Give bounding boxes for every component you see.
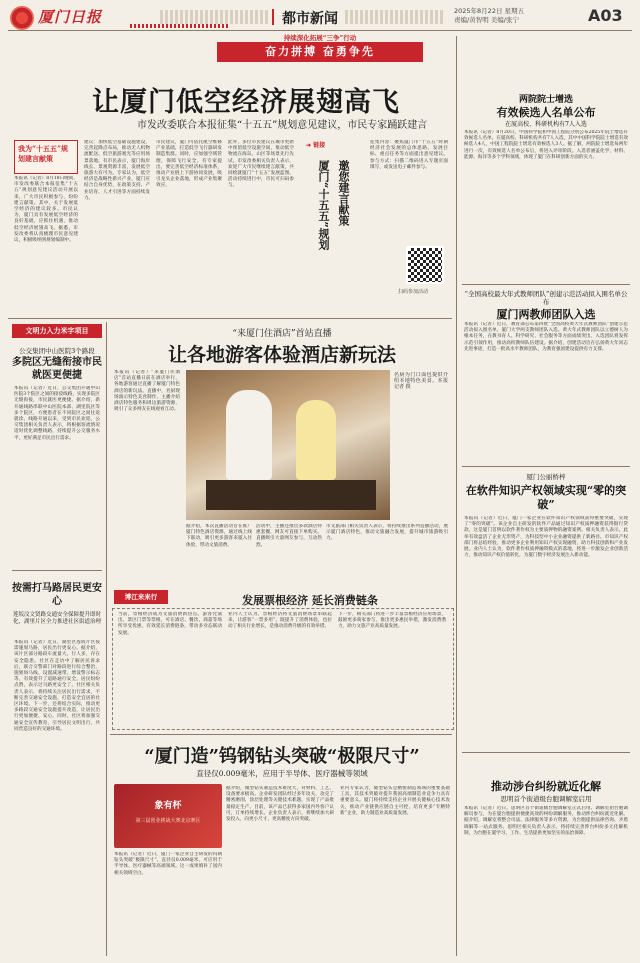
- side-link-text: 链接: [313, 142, 326, 149]
- left-divider: [12, 570, 102, 571]
- lead-headline: 让厦门低空经济展翅高飞: [92, 87, 400, 118]
- host-figure: [296, 400, 336, 480]
- right-story3-title: 在软件知识产权领域实现“零的突破”: [465, 484, 627, 511]
- lead-body-col3: 市民建议，厦门可依托航空维修产业基础，打造低空飞行器研发制造集群。同时，应加强空域管理，保障飞行安全。有专家提出，要完善低空经济标准体系，推动产业链上下游协同发展，吸引龙头企业落地，形成产业集聚效应。: [156, 140, 222, 189]
- newspaper-logo-icon: [10, 6, 34, 30]
- inner-body-col3: 下一步，相关部门将进一步丰富票根经济应用场景，鼓励更多商家参与，推出更多惠民举措，激发消费潜力，助力文旅产业高质量发展。: [338, 612, 446, 630]
- feature-body-col1: 本报讯（记者）“来厦门住酒店”首站直播日前在酒店举行，各地游客通过直播了解厦门特色酒店的新玩法。直播中，名厨现场演示特色美食制作，主播介绍酒店特色服务和周边旅游资源，吸引了众多网友在线观看互动。: [114, 370, 180, 413]
- side-tag-body: 征集内容：聚焦厦门市“十五五”时期经济社会发展的总体思路、发展目标、重点任务等方面提出意见建议。参与方式：扫描二维码进入专题页面填写，或发送电子邮件参与。: [370, 140, 448, 170]
- inner-body-col2: 业内人士认为，票根经济将文旅消费场景串联起来，让游客“一票多用”，既提升了消费体验，也拉动了相关行业增长，是推动消费升级的有效举措。: [228, 612, 332, 630]
- issue-date: 2025年8月22日 星期五: [454, 7, 525, 15]
- left-story2-title: 按需打马路居民更安心: [12, 583, 102, 607]
- right-divider-3: [462, 752, 630, 753]
- feature-kicker: “来厦门住酒店”首站直播: [232, 329, 332, 339]
- section-title: 都市新闻: [282, 11, 338, 27]
- lead-body-col4: 此外，多位市民建议在城市更新中预留低空设施空间，推动低空物流在海岛、山区等场景先行先试。市发改委相关负责人表示，欢迎广大市民继续建言献策，共同绘就厦门“十五五”发展蓝图。活动持续进行中，市民可扫码参与。: [228, 140, 294, 189]
- lead-bottom-rule: [8, 318, 452, 319]
- inset-graphic: [114, 784, 222, 848]
- left-story1-body: 本报讯（记者）近日，公交集团开通中山医院3个院区之间的接驳线路，实现多院区无缝衔接，市民就医更便捷。据介绍，新开通线路串联中山医院本部、湖里院区等多个院区，方便患者在不同院区之间往返就诊。线路开通以来，受到市民欢迎。公交集团相关负责人表示，将根据客流情况适时优化调整线路，持续提升公交服务水平，更好满足市民出行需求。: [14, 386, 100, 441]
- date-line: [454, 7, 524, 25]
- side-tag-title: 邀您建言献策: [337, 160, 350, 226]
- right-story2-kicker: “全国高校最大年式教师团队”创建示范活动拟入围名单公布: [464, 290, 628, 306]
- lead-body-col1: 本报讯（记者）8月18日晚间，市发改委联合本报征集“十五五”规划意见建议活动开展以来，广大市民积极参与，纷纷建言献策。其中，关于发展低空经济的建议较多。市民认为，厦门具有发展低空经济的良好基础，应抓住机遇，推动低空经济展翅高飞。据悉，市发改委将认真梳理市民意见建议，积极吸纳到规划编制中。: [14, 176, 78, 244]
- inner-body-col1: 当前，票根经济成为文旅消费新热点。游客凭演出、景区门票等票根，可在酒店、餐饮、商超等场所享受优惠，有效延长消费链条，带动多业态联动发展。: [118, 612, 222, 636]
- bottom-subheadline: 直径仅0.009毫米，应用于半导体、医疗器械等领域: [196, 769, 368, 778]
- feature-body-col2: 据介绍，本次直播活动旨在推广厦门特色酒店资源，通过线上线下联动，吸引更多游客来厦入住体验，带动文旅消费。: [186, 524, 252, 548]
- lead-subheadline: 市发改委联合本报征集“十五五”规划意见建议，市民专家踊跃建言: [137, 120, 428, 131]
- lead-body-col2: 建议：加快低空基础设施建设，完善起降点布局，推动无人机物流配送、低空旅游观光等应用场景落地。有市民表示，厦门海岸线长、景观资源丰富，发展低空旅游大有可为。专家认为，低空经济是战略性新兴产业，厦门应结合自身优势，在政策支持、产业培育、人才引进等方面持续发力。: [84, 140, 150, 201]
- bottom-body-col3: 业内专家认为，微型钻头是精密制造领域的重要基础工具，其技术突破对提升我国高端制造业竞争力具有重要意义。厦门将持续支持企业开展关键核心技术攻关，推动产业链供应链自主可控，培育更多“专精特新”企业，助力制造业高质量发展。: [340, 786, 450, 816]
- right-story1-sub: 在厦高校、科研机构有7人入选: [505, 121, 587, 128]
- side-tag-subtitle: 厦门“十五五”规划: [317, 160, 330, 250]
- inset-text: 第三届创业挑战大赛北京赛区: [135, 818, 201, 824]
- bottom-body-col1: 本报讯（记者）近日，厦门一家企业自主研发的钨钢钻头突破“极限尺寸”，直径仅0.009毫米，可应用于半导体、医疗器械等高端领域。这一成果填补了国内相关领域空白。: [114, 852, 222, 876]
- right-story1-body: 本报讯（记者）8月20日，中国科学院和中国工程院分别公布2025年院士增选有效候选人名单。在厦高校、科研机构共有7人入选，其中中国科学院院士增选有效候选人4人，中国工程院院士增选有效候选人3人。据了解，两院院士增选每两年进行一次，有效候选人名单公布后，将进入评审阶段。入选者涵盖化学、材料、能源、海洋等多个学科领域，体现了厦门在科研创新方面的实力。: [464, 130, 628, 160]
- bottom-body-col2: 据介绍，微型钻头制造技术难度大，对材料、工艺、设备要求极高。企业研发团队经过多年攻关，攻克了精密磨削、涂层处理等关键技术难题，实现了产品批量稳定生产。目前，该产品已获得多家国内外客户认可，订单持续增长。企业负责人表示，将继续加大研发投入，向更小尺寸、更高精度方向突破。: [226, 786, 334, 823]
- qr-code-icon[interactable]: [406, 246, 444, 284]
- bottom-headline: “厦门造”钨钢钻头突破“极限尺寸”: [144, 746, 420, 767]
- header-decoration-right: [345, 10, 445, 24]
- right-story3-kicker: 厦门公丽桥梓: [526, 473, 566, 481]
- left-story1-title: 多院区无缝衔接市民就医更便捷: [12, 357, 102, 381]
- left-story2-sub: 莲坂汶文贤路交通安全保障提升即时化，湖里片区全力推进社区街道治理: [12, 612, 101, 625]
- inner-headline: 发展票根经济 延长消费链条: [242, 594, 378, 607]
- campaign-slogan: 持续深化拓展“三争”行动: [283, 34, 357, 42]
- header-decoration-left: [160, 10, 270, 24]
- header-decoration: [130, 24, 230, 28]
- page-number: A03: [588, 6, 623, 25]
- right-story2-title: 厦门两教师团队入选: [496, 308, 596, 321]
- right-story1-kicker: 两院院士增选: [518, 95, 573, 105]
- right-story4-sub: 思明首个街道级台胞调解室启用: [500, 795, 592, 803]
- right-story4-title: 推动涉台纠纷就近化解: [491, 780, 601, 793]
- column-badge-text: 我为“十五五”规划建言献策: [18, 144, 69, 163]
- chef-figure: [226, 390, 272, 480]
- table-counter: [206, 480, 376, 510]
- section-marker: [272, 9, 274, 25]
- right-story1-title: 有效候选人名单公布: [496, 106, 596, 119]
- feature-body-col4: 市文旅部门相关负责人表示，将持续推出系列直播活动，展示厦门酒店特色，推动文旅融合发展，提升城市旅游吸引力。: [326, 524, 448, 542]
- column-divider-left: [106, 322, 107, 956]
- masthead: 厦门日报: [38, 8, 103, 26]
- left-box-title: 文明力入力米字项目: [12, 324, 102, 338]
- inner-tag: 博江来来行: [114, 590, 168, 604]
- right-story2-body: 本报讯（记者）近日，教育部公布第四批“全国高校黄大年式教师团队”创建示范活动拟入围名单，厦门大学两支教师团队入选。黄大年式教师团队以立德树人为根本任务，在教书育人、科学研究、社会服务等方面成绩突出。入选团队将发挥示范引领作用，推动高校教师队伍建设。据介绍，创建活动旨在弘扬黄大年同志先进事迹，打造一批高水平教师团队，为教育强国建设提供有力支撑。: [464, 322, 628, 352]
- column-badge: [14, 140, 78, 174]
- bottom-rule: [110, 734, 452, 735]
- right-story3-body: 本报讯（记者）近日，厦门一家企业在软件知识产权领域获得重要突破，实现了“零的突破”。该企业自主研发的软件产品通过知识产权质押融资获得银行贷款，这是厦门首例以软件著作权为主要质押物的融资案例。相关负责人表示，此举有效盘活了企业无形资产，为科技型中小企业融资提供了新路径。市知识产权部门将总结经验，推动更多企业利用知识产权实现融资，助力科技创新和产业发展。业内人士认为，软件著作权质押融资模式的落地，将进一步激发企业创新活力，推动知识产权价值转化，为厦门数字经济发展注入新动能。: [464, 516, 628, 559]
- left-story2-body: 本报讯（记者）近日，湖里区莲坂片区按需施划马路，居民出行更安心。据介绍，该片区部分路段车流量大、行人多，存在安全隐患。社区在走访中了解居民诉求后，联合交警部门对路段进行综合整治，施划斑马线、设置减速带、增设警示标志等，有效提升了道路通行安全。居民纷纷点赞，表示过马路更安全了。社区相关负责人表示，将持续关注居民出行需求，不断完善交通安全设施，打造安全宜居的社区环境。下一步，还将结合实际，推动更多路段交通安全设施提升改造，让居民出行更加便捷、安心。同时，社区将加强交通安全宣传教育，引导居民文明出行，共同营造良好的交通环境。: [14, 640, 100, 732]
- editors: 责编/黄智明 美编/张宁: [454, 16, 519, 24]
- feature-headline: 让各地游客体验酒店新玩法: [167, 344, 396, 366]
- column-divider-right: [456, 36, 457, 956]
- qr-caption: 扫码参加活动: [398, 289, 429, 295]
- left-story1-kicker: 公交集团中山医院3个路段: [19, 347, 95, 355]
- feature-photo: [186, 370, 390, 520]
- right-divider-2: [462, 466, 630, 467]
- arrow-icon: ➜: [306, 142, 312, 149]
- header-rule: [8, 30, 632, 31]
- campaign-banner: 奋力拼搏 奋勇争先: [217, 42, 423, 62]
- right-story4-body: 本报讯（记者）近日，思明区首个街道级台胞调解室正式启用。调解室由台胞调解员参与，为在厦台胞提供便捷高效的纠纷调解服务，推动涉台纠纷就近化解。据介绍，调解室将整合司法、法律服务等多方资源，为台胞提供法律咨询、矛盾调解等一站式服务。思明区相关负责人表示，将持续完善涉台纠纷多元化解机制，为台胞在厦学习、工作、生活提供更加坚实的法治保障。: [464, 806, 628, 836]
- right-divider-1: [462, 284, 630, 285]
- photo-caption: 名厨为门口面包提供介绍本地特色美食。本报记者 摄: [394, 372, 448, 391]
- feature-body-col3: 活动中，主播还推出多款酒店特惠套餐，网友可直接下单购买。直播吸引大量网友参与，互动热烈。: [256, 524, 322, 548]
- inset-label: 象有杯: [154, 801, 182, 811]
